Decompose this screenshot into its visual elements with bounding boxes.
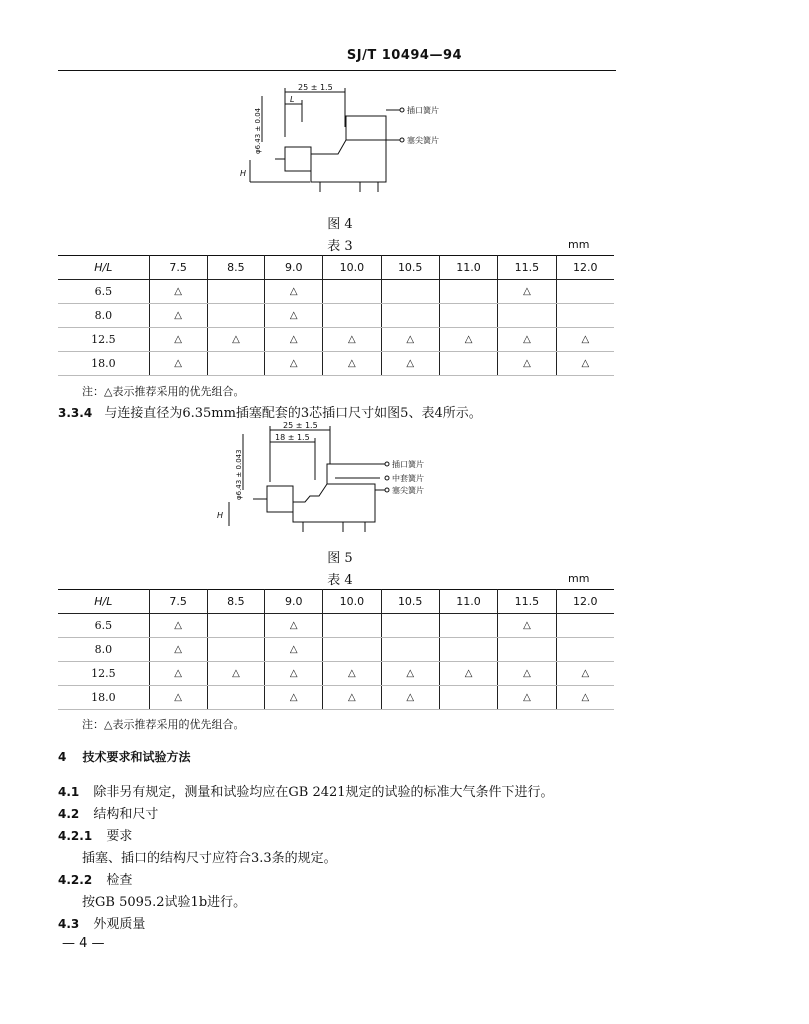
preferred-mark: △ (381, 686, 439, 710)
table-4 (58, 589, 614, 710)
header-hl: H/L (58, 590, 149, 614)
table-row (58, 638, 614, 662)
header-col: 8.5 (207, 256, 265, 280)
clause-4-2-2-text: 检查 (106, 873, 133, 888)
preferred-mark: △ (149, 614, 207, 638)
empty-cell (439, 686, 497, 710)
header-col: 11.5 (498, 256, 556, 280)
table-header-row (58, 590, 614, 614)
empty-cell (439, 352, 497, 376)
figure-5-drawing (215, 420, 465, 540)
fig4-label-top: 插口簧片 (407, 106, 439, 115)
empty-cell (439, 304, 497, 328)
empty-cell (498, 638, 556, 662)
preferred-mark: △ (265, 352, 323, 376)
row-h-value: 12.5 (58, 328, 149, 352)
clause-4-3 (58, 913, 145, 932)
empty-cell (207, 686, 265, 710)
empty-cell (323, 614, 381, 638)
fig5-label-mid: 中套簧片 (392, 474, 424, 483)
header-col: 7.5 (149, 256, 207, 280)
empty-cell (323, 638, 381, 662)
clause-4-2-1-text: 要求 (106, 829, 133, 844)
preferred-mark: △ (381, 662, 439, 686)
preferred-mark: △ (149, 328, 207, 352)
header-col: 10.0 (323, 256, 381, 280)
header-col: 11.5 (498, 590, 556, 614)
fig4-dim-L: L (290, 95, 295, 104)
clause-4-2-1-body: 插塞、插口的结构尺寸应符合3.3条的规定。 (82, 851, 337, 866)
header-col: 10.0 (323, 590, 381, 614)
empty-cell (556, 638, 614, 662)
preferred-mark: △ (498, 614, 556, 638)
preferred-mark: △ (323, 352, 381, 376)
header-col: 10.5 (381, 590, 439, 614)
preferred-mark: △ (323, 686, 381, 710)
table-row (58, 662, 614, 686)
clause-4-1 (58, 781, 554, 800)
clause-3-3-4-text: 与连接直径为6.35mm插塞配套的3芯插口尺寸如图5、表4所示。 (104, 406, 482, 421)
preferred-mark: △ (207, 662, 265, 686)
fig5-label-top: 插口簧片 (392, 460, 424, 469)
empty-cell (498, 304, 556, 328)
preferred-mark: △ (498, 662, 556, 686)
fig4-label-bottom: 塞尖簧片 (407, 136, 439, 145)
preferred-mark: △ (149, 304, 207, 328)
preferred-mark: △ (439, 328, 497, 352)
row-h-value: 8.0 (58, 304, 149, 328)
preferred-mark: △ (381, 352, 439, 376)
section-4-title (58, 748, 191, 765)
row-h-value: 6.5 (58, 614, 149, 638)
document-code: SJ/T 10494—94 (346, 48, 463, 63)
header-col: 8.5 (207, 590, 265, 614)
preferred-mark: △ (265, 686, 323, 710)
table-row (58, 304, 614, 328)
preferred-mark: △ (265, 638, 323, 662)
empty-cell (439, 614, 497, 638)
preferred-mark: △ (556, 352, 614, 376)
preferred-mark: △ (265, 280, 323, 304)
fig5-dim-inner: 18 ± 1.5 (275, 433, 310, 442)
preferred-mark: △ (439, 662, 497, 686)
header-col: 12.0 (556, 256, 614, 280)
empty-cell (381, 280, 439, 304)
header-col: 11.0 (439, 590, 497, 614)
clause-4-3-number: 4.3 (58, 917, 80, 931)
empty-cell (439, 638, 497, 662)
page-number: — 4 — (62, 936, 105, 951)
preferred-mark: △ (556, 686, 614, 710)
fig5-dim-H: H (217, 511, 224, 520)
clause-4-2-1-number: 4.2.1 (58, 829, 93, 843)
figure-4-caption: 图 4 (327, 217, 353, 232)
clause-4-1-number: 4.1 (58, 785, 80, 799)
header-rule (58, 70, 616, 71)
fig5-label-bottom: 塞尖簧片 (392, 486, 424, 495)
preferred-mark: △ (149, 662, 207, 686)
clause-4-2-text: 结构和尺寸 (93, 807, 159, 822)
clause-4-2-number: 4.2 (58, 807, 80, 821)
preferred-mark: △ (556, 662, 614, 686)
table-4-note: 注：△表示推荐采用的优先组合。 (82, 718, 245, 731)
preferred-mark: △ (556, 328, 614, 352)
clause-4-3-text: 外观质量 (93, 917, 146, 932)
table-row (58, 328, 614, 352)
clause-4-2 (58, 803, 158, 822)
header-col: 9.0 (265, 590, 323, 614)
preferred-mark: △ (323, 328, 381, 352)
preferred-mark: △ (381, 328, 439, 352)
empty-cell (556, 280, 614, 304)
table-3-unit: mm (568, 238, 590, 251)
row-h-value: 8.0 (58, 638, 149, 662)
table-row (58, 686, 614, 710)
preferred-mark: △ (498, 686, 556, 710)
clause-4-1-text: 除非另有规定，测量和试验均应在GB 2421规定的试验的标准大气条件下进行。 (93, 785, 554, 800)
empty-cell (207, 614, 265, 638)
table-3-caption: 表 3 (327, 239, 353, 254)
preferred-mark: △ (265, 662, 323, 686)
table-row (58, 352, 614, 376)
table-4-caption: 表 4 (327, 573, 353, 588)
empty-cell (556, 304, 614, 328)
clause-4-2-2-body: 按GB 5095.2试验1b进行。 (82, 895, 247, 910)
fig4-dim-H: H (240, 169, 247, 178)
preferred-mark: △ (498, 352, 556, 376)
empty-cell (207, 280, 265, 304)
preferred-mark: △ (265, 304, 323, 328)
section-4-title-text: 技术要求和试验方法 (82, 750, 191, 764)
preferred-mark: △ (265, 614, 323, 638)
empty-cell (381, 614, 439, 638)
section-4-number: 4 (58, 750, 67, 764)
empty-cell (381, 638, 439, 662)
preferred-mark: △ (149, 686, 207, 710)
clause-4-2-2-number: 4.2.2 (58, 873, 93, 887)
preferred-mark: △ (149, 280, 207, 304)
empty-cell (381, 304, 439, 328)
empty-cell (556, 614, 614, 638)
preferred-mark: △ (149, 352, 207, 376)
table-3 (58, 255, 614, 376)
table-row (58, 280, 614, 304)
row-h-value: 6.5 (58, 280, 149, 304)
table-row (58, 614, 614, 638)
empty-cell (323, 280, 381, 304)
fig4-dim-length: 25 ± 1.5 (298, 83, 333, 92)
empty-cell (323, 304, 381, 328)
row-h-value: 18.0 (58, 352, 149, 376)
header-col: 12.0 (556, 590, 614, 614)
preferred-mark: △ (498, 328, 556, 352)
preferred-mark: △ (149, 638, 207, 662)
header-hl: H/L (58, 256, 149, 280)
figure-5-caption: 图 5 (327, 551, 353, 566)
table-header-row (58, 256, 614, 280)
fig5-dim-length: 25 ± 1.5 (283, 421, 318, 430)
preferred-mark: △ (207, 328, 265, 352)
preferred-mark: △ (498, 280, 556, 304)
header-col: 9.0 (265, 256, 323, 280)
preferred-mark: △ (323, 662, 381, 686)
clause-4-2-2 (58, 869, 132, 888)
empty-cell (207, 352, 265, 376)
fig4-dim-diameter: φ6.43 ± 0.04 (254, 107, 262, 154)
table-3-note: 注：△表示推荐采用的优先组合。 (82, 385, 245, 398)
clause-4-2-1 (58, 825, 132, 844)
header-col: 11.0 (439, 256, 497, 280)
clause-3-3-4-number: 3.3.4 (58, 406, 93, 420)
empty-cell (207, 638, 265, 662)
empty-cell (207, 304, 265, 328)
header-col: 10.5 (381, 256, 439, 280)
table-4-unit: mm (568, 572, 590, 585)
clause-3-3-4 (58, 402, 482, 421)
empty-cell (439, 280, 497, 304)
figure-4-drawing (240, 82, 480, 202)
row-h-value: 12.5 (58, 662, 149, 686)
preferred-mark: △ (265, 328, 323, 352)
fig5-dim-diameter: φ6.43 ± 0.043 (235, 449, 243, 500)
row-h-value: 18.0 (58, 686, 149, 710)
header-col: 7.5 (149, 590, 207, 614)
